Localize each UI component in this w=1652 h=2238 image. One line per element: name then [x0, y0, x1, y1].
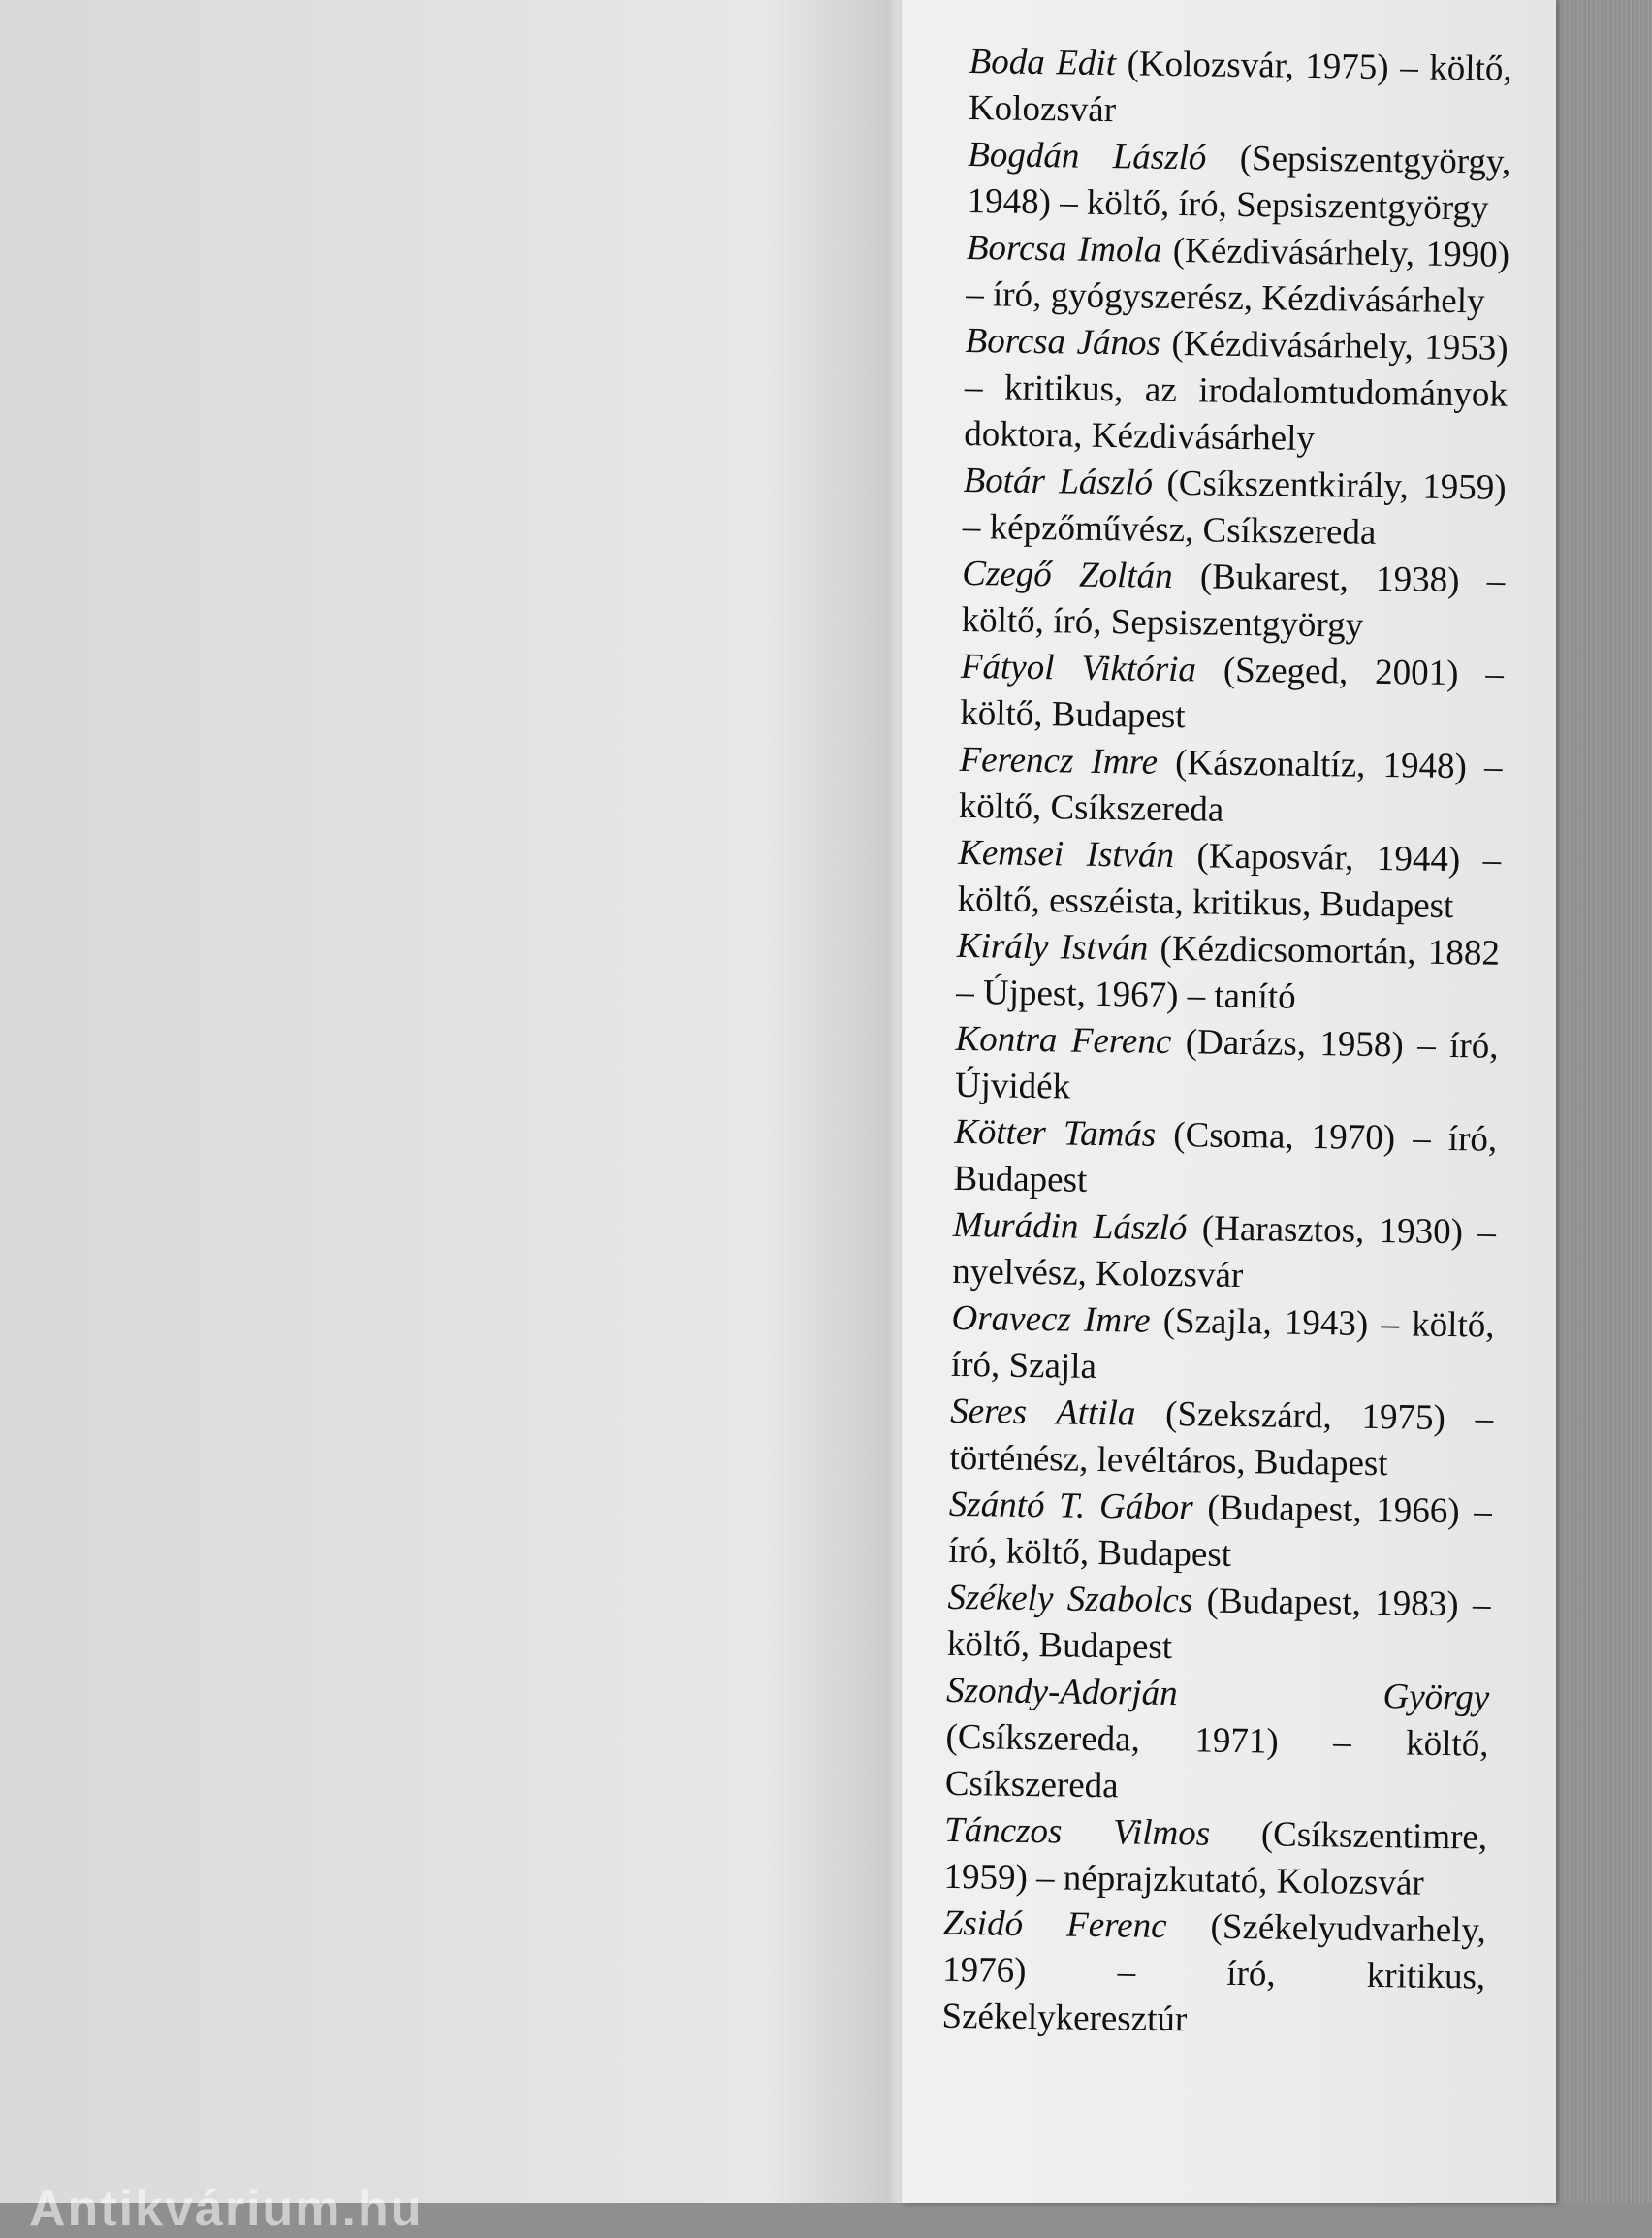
list-item — [960, 644, 1504, 745]
author-name: Boda Edit — [969, 41, 1117, 84]
author-name: Király István — [956, 925, 1149, 969]
author-details: (Kolozsvár, 1975) – költő, Kolozsvár — [968, 44, 1512, 131]
list-item — [947, 1575, 1491, 1676]
author-details: (Szekszárd, 1975) – történész, levéltáros, Budapest — [949, 1393, 1494, 1485]
author-details: (Székelyudvarhely, 1976) – író, kritikus, Székelykeresztúr — [941, 1906, 1487, 2040]
list-item — [941, 1901, 1486, 2048]
list-item — [964, 318, 1509, 465]
author-name: Botár László — [963, 460, 1154, 503]
author-details: (Kézdivásárhely, 1990) – író, gyógyszerész, Kézdivásárhely — [966, 230, 1510, 322]
list-item — [945, 1668, 1490, 1815]
author-name: Kötter Tamás — [953, 1111, 1157, 1155]
author-details: (Kézdicsomortán, 1882 – Újpest, 1967) – tanító — [955, 928, 1501, 1017]
author-details: (Darázs, 1958) – író, Újvidék — [954, 1022, 1499, 1107]
list-item — [966, 225, 1509, 326]
author-details: (Budapest, 1966) – író, költő, Budapest — [947, 1487, 1493, 1575]
list-item — [956, 923, 1500, 1024]
author-name: Bogdán László — [968, 134, 1207, 178]
list-item — [957, 830, 1501, 931]
author-details: (Csíkszentimre, 1959) – néprajzkutató, Kolozsvár — [943, 1813, 1488, 1903]
contributors-list — [941, 39, 1512, 2048]
author-name: Borcsa Imola — [966, 227, 1162, 271]
list-item — [963, 458, 1507, 559]
author-name: Tánczos Vilmos — [943, 1809, 1211, 1854]
list-item — [969, 39, 1512, 140]
author-details: (Csoma, 1970) – író, Budapest — [953, 1114, 1498, 1200]
author-name: Ferencz Imre — [959, 739, 1159, 783]
author-name: Szondy-Adorján György — [945, 1670, 1490, 1718]
watermark: Antikvárium.hu — [29, 2181, 424, 2237]
author-name: Czegő Zoltán — [962, 553, 1173, 596]
author-details: (Budapest, 1983) – költő, Budapest — [946, 1581, 1491, 1668]
list-item — [959, 737, 1503, 838]
list-item — [951, 1295, 1495, 1396]
author-name: Oravecz Imre — [951, 1297, 1151, 1341]
author-details: (Szajla, 1943) – költő, író, Szajla — [950, 1300, 1495, 1387]
author-details: (Bukarest, 1938) – költő, író, Sepsiszentgyörgy — [961, 556, 1506, 646]
author-details: (Sepsiszentgyörgy, 1948) – költő, író, Sepsiszentgyörgy — [967, 138, 1511, 229]
list-item — [961, 551, 1505, 652]
author-name: Murádin László — [952, 1204, 1188, 1249]
author-details: (Harasztos, 1930) – nyelvész, Kolozsvár — [951, 1208, 1497, 1296]
list-item — [943, 1807, 1487, 1908]
author-details: (Csíkszereda, 1971) – költő, Csíkszereda — [944, 1716, 1489, 1806]
author-name: Borcsa János — [965, 320, 1161, 364]
list-item — [967, 132, 1510, 233]
author-details: (Csíkszentkirály, 1959) – képzőművész, Csíkszereda — [962, 463, 1507, 553]
author-name: Seres Attila — [949, 1391, 1136, 1434]
author-name: Szántó T. Gábor — [948, 1484, 1193, 1528]
author-details: (Szeged, 2001) – költő, Budapest — [960, 650, 1505, 737]
author-name: Székely Szabolcs — [947, 1577, 1193, 1621]
author-name: Kemsei István — [957, 832, 1175, 877]
author-name: Zsidó Ferenc — [942, 1902, 1167, 1947]
author-name: Kontra Ferenc — [955, 1018, 1172, 1063]
author-details: (Kaposvár, 1944) – költő, esszéista, kritikus, Budapest — [957, 836, 1502, 927]
author-details: (Kászonaltíz, 1948) – költő, Csíkszereda — [958, 742, 1503, 830]
list-item — [953, 1109, 1497, 1210]
list-item — [955, 1016, 1499, 1117]
list-item — [948, 1482, 1492, 1583]
author-name: Fátyol Viktória — [960, 646, 1197, 690]
list-item — [952, 1202, 1496, 1303]
author-details: (Kézdivásárhely, 1953) – kritikus, az irodalomtudományok doktora, Kézdivásárhely — [964, 323, 1509, 460]
list-item — [949, 1389, 1493, 1489]
